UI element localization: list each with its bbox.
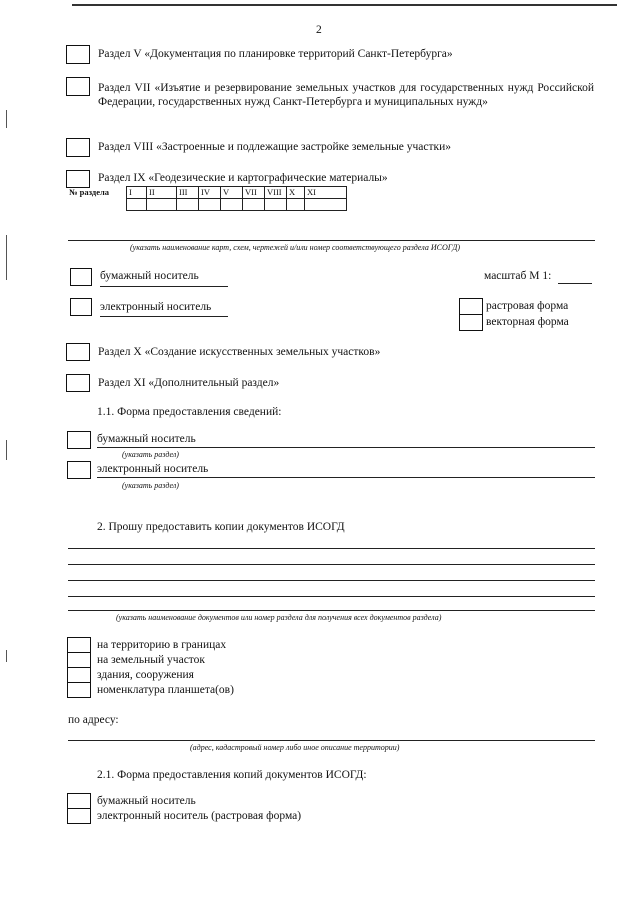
section-5-checkbox[interactable] xyxy=(66,45,90,64)
section-8-checkbox[interactable] xyxy=(66,138,90,157)
section-10-checkbox[interactable] xyxy=(66,343,90,361)
info-electronic-section-line[interactable] xyxy=(97,477,595,478)
scan-margin-mark xyxy=(6,235,7,280)
info-paper-section-line[interactable] xyxy=(97,447,595,448)
section-9-checkbox[interactable] xyxy=(66,170,90,188)
section-col-header: IV xyxy=(199,187,221,199)
territory-bounds-checkbox[interactable] xyxy=(67,637,91,653)
scan-top-border xyxy=(72,4,617,6)
copy-electronic-label: электронный носитель (растровая форма) xyxy=(97,810,302,822)
section-cell[interactable] xyxy=(265,199,287,211)
section-10-label: Раздел X «Создание искусственных земельных участков» xyxy=(98,346,381,358)
info-paper-note: (указать раздел) xyxy=(122,450,179,459)
by-address-label: по адресу: xyxy=(68,714,119,726)
docs-line-3[interactable] xyxy=(68,580,595,581)
request-2-heading: 2. Прошу предоставить копии документов ИСОГД xyxy=(97,521,345,533)
section-col-header: V xyxy=(221,187,243,199)
maps-name-note: (указать наименование карт, схем, чертежей и/или номер соответствующего раздела ИСОГД) xyxy=(130,243,461,252)
form-1-1-heading: 1.1. Форма предоставления сведений: xyxy=(97,406,282,418)
docs-line-5[interactable] xyxy=(68,610,595,611)
scale-input-line[interactable] xyxy=(558,283,592,284)
copy-electronic-checkbox[interactable] xyxy=(67,808,91,824)
territory-option-label: на земельный участок xyxy=(97,654,206,666)
section-7-label: Раздел VII «Изъятие и резервирование земельных участков для государственных нужд Российской Федерации, государственных нужд Санкт-Петербурга и муниципальных нужд» xyxy=(98,82,594,108)
vector-form-label: векторная форма xyxy=(486,316,569,328)
section-9-label: Раздел IX «Геодезические и картографические материалы» xyxy=(98,172,388,184)
section-cell[interactable] xyxy=(127,199,147,211)
section-cell[interactable] xyxy=(199,199,221,211)
address-note: (адрес, кадастровый номер либо иное описание территории) xyxy=(190,743,400,752)
docs-line-1[interactable] xyxy=(68,548,595,549)
info-electronic-label: электронный носитель xyxy=(97,463,209,475)
info-electronic-note: (указать раздел) xyxy=(122,481,179,490)
section-col-header: X xyxy=(287,187,305,199)
section-col-header: XI xyxy=(305,187,347,199)
docs-line-4[interactable] xyxy=(68,596,595,597)
electronic-carrier-checkbox[interactable] xyxy=(70,298,92,316)
section-cell[interactable] xyxy=(305,199,347,211)
paper-carrier-underline xyxy=(100,286,228,287)
copy-paper-label: бумажный носитель xyxy=(97,795,196,807)
info-paper-label: бумажный носитель xyxy=(97,433,196,445)
section-8-label: Раздел VIII «Застроенные и подлежащие застройке земельные участки» xyxy=(98,141,452,153)
paper-carrier-label: бумажный носитель xyxy=(100,270,199,282)
land-plot-checkbox[interactable] xyxy=(67,652,91,668)
section-col-header: VIII xyxy=(265,187,287,199)
section-7-checkbox[interactable] xyxy=(66,77,90,96)
section-11-checkbox[interactable] xyxy=(66,374,90,392)
docs-note: (указать наименование документов или номер раздела для получения всех документов раздела) xyxy=(116,613,442,622)
raster-form-checkbox[interactable] xyxy=(459,298,483,315)
docs-line-2[interactable] xyxy=(68,564,595,565)
territory-option-label: здания, сооружения xyxy=(97,669,194,681)
section-cell[interactable] xyxy=(147,199,177,211)
address-line[interactable] xyxy=(68,740,595,741)
scan-margin-mark xyxy=(6,650,7,662)
section-col-header: II xyxy=(147,187,177,199)
section-col-header: I xyxy=(127,187,147,199)
scan-margin-mark xyxy=(6,440,7,460)
info-paper-checkbox[interactable] xyxy=(67,431,91,449)
section-cell[interactable] xyxy=(243,199,265,211)
copy-paper-checkbox[interactable] xyxy=(67,793,91,809)
section-cell[interactable] xyxy=(221,199,243,211)
section-table-label: № раздела xyxy=(69,187,109,197)
electronic-carrier-label: электронный носитель xyxy=(100,301,212,313)
scale-label: масштаб М 1: xyxy=(484,270,552,282)
vector-form-checkbox[interactable] xyxy=(459,314,483,331)
section-cell[interactable] xyxy=(177,199,199,211)
section-col-header: VII xyxy=(243,187,265,199)
info-electronic-checkbox[interactable] xyxy=(67,461,91,479)
section-number-table xyxy=(126,186,347,211)
section-11-label: Раздел XI «Дополнительный раздел» xyxy=(98,377,280,389)
electronic-carrier-underline xyxy=(100,316,228,317)
scan-margin-mark xyxy=(6,110,7,128)
buildings-checkbox[interactable] xyxy=(67,667,91,683)
section-col-header: III xyxy=(177,187,199,199)
form-2-1-heading: 2.1. Форма предоставления копий документов ИСОГД: xyxy=(97,769,367,781)
territory-option-label: на территорию в границах xyxy=(97,639,227,651)
paper-carrier-checkbox[interactable] xyxy=(70,268,92,286)
section-cell[interactable] xyxy=(287,199,305,211)
tablet-nomenclature-checkbox[interactable] xyxy=(67,682,91,698)
page-number: 2 xyxy=(316,24,322,36)
maps-name-line[interactable] xyxy=(68,240,595,241)
raster-form-label: растровая форма xyxy=(486,300,569,312)
section-5-label: Раздел V «Документация по планировке территорий Санкт-Петербурга» xyxy=(98,48,453,60)
territory-option-label: номенклатура планшета(ов) xyxy=(97,684,234,696)
